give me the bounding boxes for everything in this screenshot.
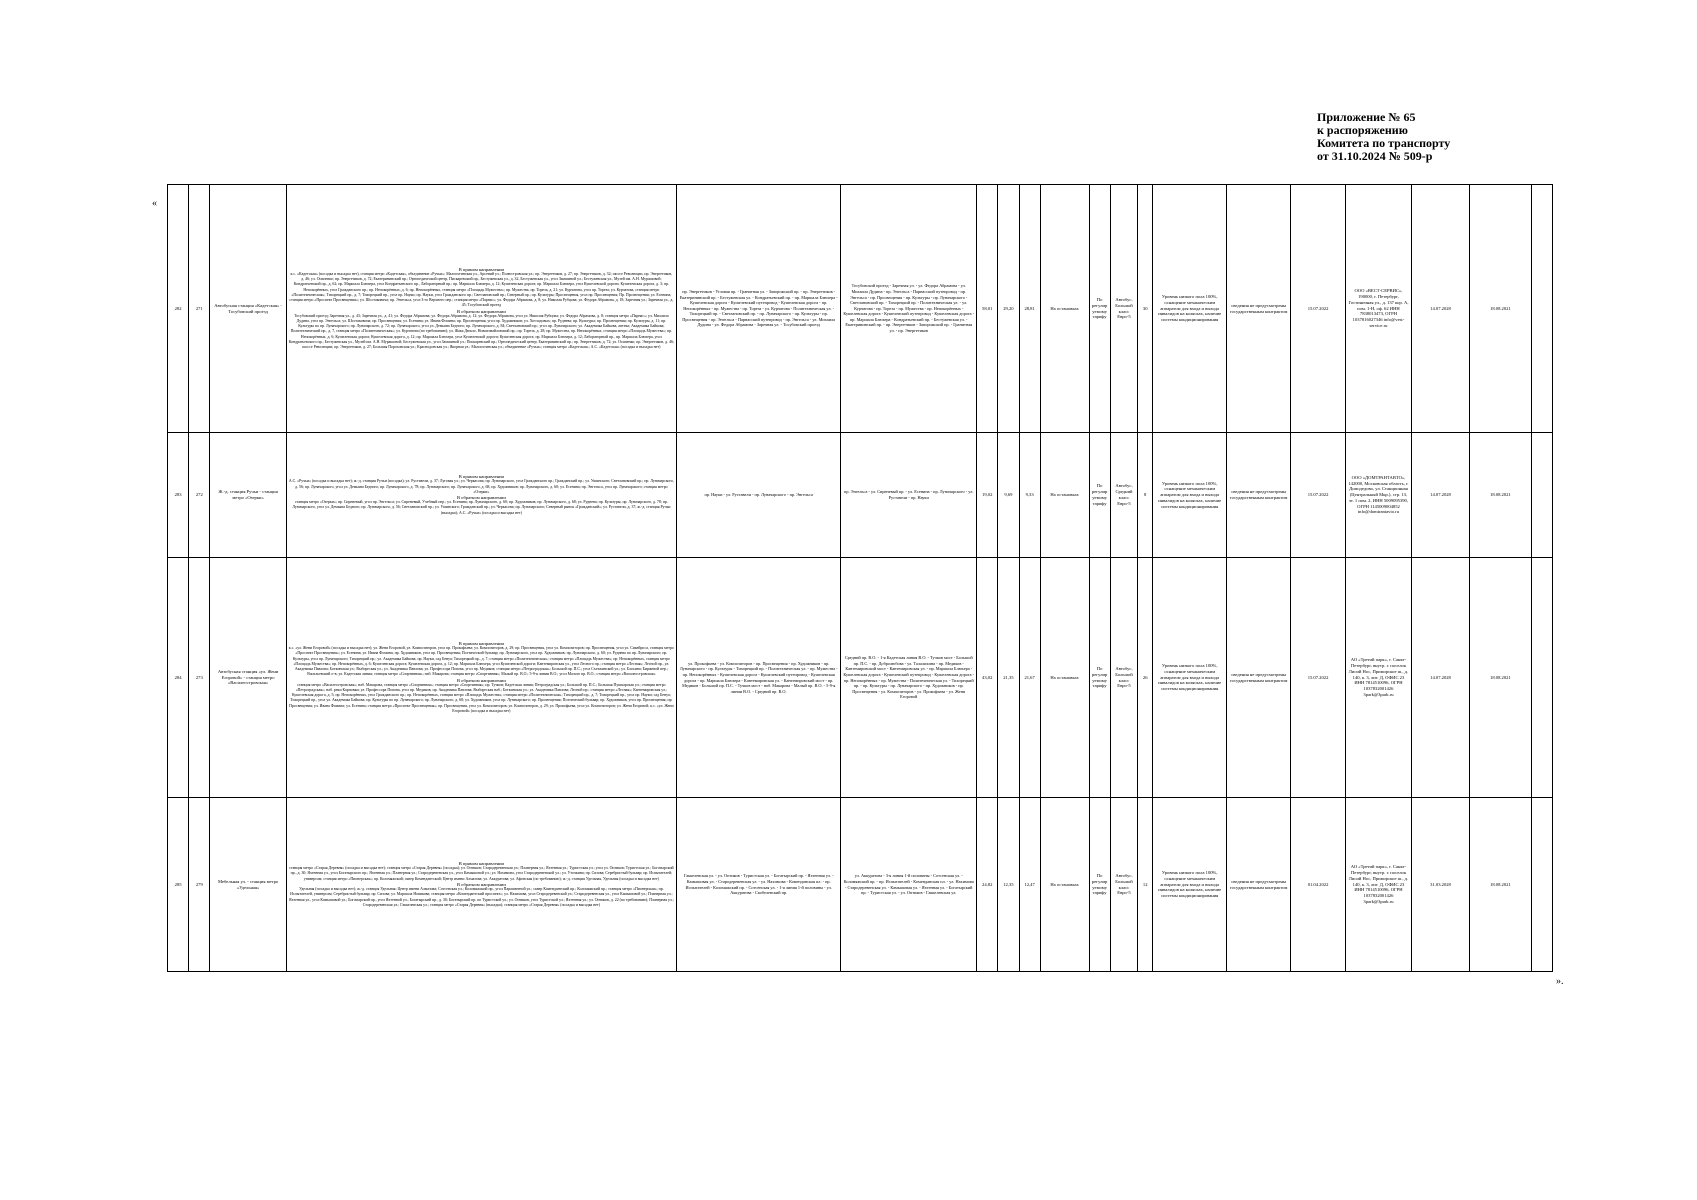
vehicle-class: Автобус, Большой класс Евро-5 <box>1110 558 1138 798</box>
carrier-info: АО «Третий парк», г. Санкт-Петербург, внутр. г. поселок Лисий Нос, Приморское ш., д. 140, к. 3, лит. Д, ОФИС 23 ИНН 7814510096, ОГРН 1037832001426 3park@3park.ru <box>1346 558 1412 798</box>
date-registry: 18.08.2021 <box>1470 433 1532 558</box>
appendix-date: от 31.10.2024 № 509-р <box>1317 149 1433 163</box>
route-name: Мебельная ул. - станция метро «Удельная» <box>210 798 286 972</box>
vehicle-class: Автобус, Средний класс Евро-5 <box>1110 433 1138 558</box>
date-start: 15.07.2022 <box>1290 185 1345 433</box>
vehicle-characteristics: Уровень низкого пола 100%, оснащение механическим аппаратом для входа и выхода инвалидов на колясках, наличие системы кондиционирования <box>1153 185 1227 433</box>
vehicle-characteristics: Уровень низкого пола 100%, оснащение механическим аппаратом для входа и выхода инвалидов на колясках, наличие системы кондиционирования <box>1153 558 1227 798</box>
appendix-committee: Комитета по транспорту <box>1317 136 1451 150</box>
stops-cell <box>286 185 676 433</box>
length-back: 28,81 <box>1019 185 1040 433</box>
table-row <box>168 558 1553 798</box>
forward-streets: ул. Прокофьева - ул. Композиторов - пр. Просвещения - пр. Художников - пр. Луначарского - пр. Культуры - Тихорецкий пр. - Политехническая ул. - пр. Мужества - пр. Непокорённых - Кушелевская дорога - Кушелевский путепровод - Кушелевская дорога - пр. Маршала Блюхера - Кантемировская ул. - Кантемировский мост - пр. Медиков - Большой пр. П.С. - Тучков мост - наб. Макарова - Малый пр. В.О. - 5-9-я линии В.О. - Средний пр. В.О. <box>677 558 841 798</box>
routes-registry-table <box>167 184 1553 972</box>
row-number: 284 <box>168 558 189 798</box>
date-end: 31.03.2028 <box>1411 798 1469 972</box>
tariff-type: По регулируемому тарифу <box>1089 798 1110 972</box>
length-total: 19,02 <box>977 433 998 558</box>
vehicle-characteristics: Уровень низкого пола 100%, оснащение механическим аппаратом для входа и выхода инвалидов на колясках, наличие системы кондиционирования <box>1153 433 1227 558</box>
forward-heading: В прямом направлении <box>458 266 505 272</box>
date-end: 14.07.2028 <box>1411 558 1469 798</box>
tariff-type: По регулируемому тарифу <box>1089 558 1110 798</box>
route-number: 271 <box>189 185 210 433</box>
back-streets: ул. Аккуратова - 3-я линия 1-й половины - Сотсенская ул. - Коломяжский пр. - пр. Испытателей - Коменданская пл. - ул. Нахимова - Стародеревенская ул. - Камышовая ул. - Яхтенная ул. - Богатырский пр. - Туристская ул. - ул. Оптиков - Гаккелевская ул. <box>841 798 977 972</box>
route-number: 279 <box>189 798 210 972</box>
length-back: 12,47 <box>1019 798 1040 972</box>
row-number: 285 <box>168 798 189 972</box>
back-stops: станция метро «Озерки»; пр. Сиреневый, угол пр. Энгельса; ул. Сиреневый, Учебный пер.; ул. Есенина; пр. Луначарского, д. 60; пр. Художников; пр. Луначарского, д. 68; ул. Руднева; пр. Культуры; пр. Луначарского, д. 78; пр. Луначарского, угол ул. Демьяна Бедного; пр. Луначарского, д. 56; Светлановский пр.; ул. Ушинского; Гражданский пр.; ул. Черкасова; пр. Луначарского; Северный рынок «Гражданский»; ул. Руставели, д. 37; ж.-д. станция Ручьи (высадка); А.С. «Ручьи» (посадка и высадка нет) <box>292 500 671 515</box>
stops-order: На остановках <box>1040 558 1089 798</box>
contract-info: сведения не предусмотрены государственным контрактом <box>1227 558 1291 798</box>
stops-order: На остановках <box>1040 798 1089 972</box>
appendix-number: Приложение № 65 <box>1317 110 1416 124</box>
table-row <box>168 185 1553 433</box>
forward-stops: к.с. «ул. Жени Егоровой» (посадка и высадка нет); ул. Жени Егоровой, ул. Композиторов, угол пр. Прокофьева; ул. Композиторов, д. 29; пр. Просвещения, угол ул. Композиторов; пр. Просвещения, угол ул. Сикейроса, станция метро «Проспект Просвещения»; ул. Есенина; ул. Ивана Фомина; пр. Художников, угол пр. Просвещения; Поэтический бульвар; пр. Луначарского, угол пр. Художников; пр. Луначарского, д. 60; ул. Руднева по пр. Луначарского; пр. Культуры, угол пр. Луначарского; Тихорецкий пр.; ул. Академика Байкова; пр. Науки, сад Бенуа; Тихорецкий пр., д. 7; станция метро «Политехническая»; станция метро «Площадь Мужества»; пр. Непокорённых, станция метро «Площадь Мужества»; пр. Непокорённых, д. 6; Кушелевская дорога; Кушелевская дорога, д. 12; пр. Маршала Блюхера, угол Кушелевской дороги; Кантемировская ул., угол Лесного пр.; станция метро «Лесная»; Лесной пр., ул. Академика Павлова; Боткинская ул.; Выборгская ул.; ул. Академика Павлова; ул. Профессора Попова, угол пр. Медиков; станция метро «Петроградская»; Большой пр. П.С.; угол Съезжинской ул.; ул. Блохина; Биржевой пер.; Васильевский о-в; ул. Кадетская линия; станция метро «Спортивная»; наб. Макарова; станция метро «Спортивная»; Малый пр. В.О.; 5-9-я линии В.О.; угол Малого пр. В.О.; станция метро «Василеостровская» <box>288 646 674 677</box>
contract-info: сведения не предусмотрены государственным контрактом <box>1227 798 1291 972</box>
vehicle-class: Автобус, Большой класс Евро-5 <box>1110 185 1138 433</box>
contract-info: сведения не предусмотрены государственным контрактом <box>1227 433 1291 558</box>
contract-info: сведения не предусмотрены государственным контрактом <box>1227 185 1291 433</box>
forward-heading: В прямом направлении <box>458 474 505 480</box>
document-header <box>1317 111 1450 163</box>
row-number: 282 <box>168 185 189 433</box>
empty-cell <box>1531 433 1552 558</box>
length-forward: 21,35 <box>998 558 1019 798</box>
carrier-info: АО «Третий парк», г. Санкт-Петербург, внутр. г. поселок Лисий Нос, Приморское ш., д. 140, к. 3, лит. Д, ОФИС 23 ИНН 7814510096, ОГРН 1037832001426 3park@3park.ru <box>1346 798 1412 972</box>
length-back: 9,33 <box>1019 433 1040 558</box>
back-heading: В обратном направлении <box>456 881 506 887</box>
appendix-order-ref: к распоряжению <box>1317 123 1408 137</box>
route-name: Автобусная станция «Кадетская» - Тосубовский проезд <box>210 185 286 433</box>
back-stops: станция метро «Василеостровская»; наб. Макарова, станция метро «Спортивная»; станция метро «Спортивная»; пр. Тучков; Кадетская линия; Петроградская ул.; Большой пр. П.С.; Большая Пушкарская ул.; станция метро «Петроградская»; наб. реки Карповки; ул. Профессора Попова, угол пр. Медиков; пр. Академика Павлова; Выборгская наб.; Боткинская ул.; ул. Академика Павлова; Лесной пр.; станция метро «Лесная»; Кантемировская ул.; Кушелевская дорога, д. 5; пр. Непокорённых, угол Гражданского пр.; пр. Непокорённых, станция метро «Площадь Мужества»; станция метро «Политехническая»; Тихорецкий пр., д. 7; Тихорецкий пр., угол пр. Науки; сад Бенуа; Тихорецкий пр., угол ул. Академика Байкова; пр. Культуры по пр. Луначарского; пр. Луначарского, д. 68; ул. Художников, угол пр. Луначарского; пр. Просвещения; Поэтический бульвар; пр. Художников, угол пр. Просвещения; пр. Просвещения; ул. Ивана Фомина; ул. Есенина; станция метро «Проспект Просвещения»; пр. Просвещения, угол ул. Композиторов; ул. Композиторов, д. 29; ул. Прокофьева, угол ул. Композиторов; ул. Жени Егоровой; к.с. «ул. Жени Егоровой» (посадка и высадка нет) <box>289 682 674 713</box>
date-registry: 18.08.2021 <box>1470 185 1532 433</box>
back-heading: В обратном направлении <box>456 677 506 683</box>
opening-quote: « <box>152 198 157 209</box>
date-registry: 18.08.2021 <box>1470 558 1532 798</box>
date-start: 15.07.2022 <box>1290 558 1345 798</box>
empty-cell <box>1531 558 1552 798</box>
back-streets: Средний пр. В.О. - 1-я Кадетская линия В.О. - Тучков мост - Большой пр. П.С. - пр. Добролюбова - ул. Талалихина - пр. Медиков - Кантемировский мост - Кантемировская ул. - пр. Маршала Блюхера - Кушелевская дорога - Кушелевский путепровод - Кушелевская дорога - пр. Непокорённых - пр. Мужества - Политехническая ул. - Тихорецкий пр. - пр. Культуры - пр. Луначарского - пр. Художников - пр. Просвещения - ул. Композиторов - ул. Прокофьева - ул. Жени Егоровой <box>841 558 977 798</box>
length-back: 21,67 <box>1019 558 1040 798</box>
route-name: Ж.-д. станция Ручьи - станция метро «Озерки» <box>210 433 286 558</box>
stops-cell <box>286 798 676 972</box>
vehicle-qty: 30 <box>1138 185 1153 433</box>
back-stops: Удельная (посадка и высадка нет); ж.-д. станция Удельная; Центр имени Алмазова; Сотсенская ул.; Коломяжский пр., угол Парашютной ул.; сквер Комендантский пр.; Коломяжский пр.; станция метро «Пионерская»; пр. Испытателей, универсам; Серебристый бульвар; пр. Сизова; ул. Маршала Новикова; станция метро «Комендантский проспект»; ул. Нахимова, угол Стародеревенской ул.; Стародеревенская ул., угол Камышовой ул.; Планерная ул.; Яхтенная ул., угол Камышовой ул.; Богатырский пр., угол Яхтенной ул.; Богатырский пр., д. 30; Богатырский пр. по Туристской ул.; ул. Оптиков, угол Туристской ул.; Яхтенная ул.; ул. Оптиков, д. 22 (по требованию); Планерная ул.; Стародеревенская ул.; Гаккелевская ул.; станция метро «Старая Деревня» (высадка); станция метро «Старая Деревня» (посадка и высадка нет) <box>288 887 674 907</box>
empty-cell <box>1531 185 1552 433</box>
tariff-type: По регулируемому тарифу <box>1089 433 1110 558</box>
empty-cell <box>1531 798 1552 972</box>
date-start: 01.04.2022 <box>1290 798 1345 972</box>
back-heading: В обратном направлении <box>456 308 506 314</box>
row-number: 283 <box>168 433 189 558</box>
carrier-info: ООО «ВЕСТ-СЕРВИС», 190000, г. Петербург, Гостиничная ул., д. 137 кор. А, пом. 1-Н, оф. 62 ИНН 7838013473, ОГРН 1037816027346 info@vest-service.ru <box>1346 185 1412 433</box>
table-row <box>168 433 1553 558</box>
vehicle-qty: 26 <box>1138 558 1153 798</box>
vehicle-characteristics: Уровень низкого пола 100%, оснащение механическим аппаратом для входа и выхода инвалидов на колясках, наличие системы кондиционирования <box>1153 798 1227 972</box>
date-end: 14.07.2028 <box>1411 433 1469 558</box>
length-total: 43,02 <box>977 558 998 798</box>
date-start: 15.07.2022 <box>1290 433 1345 558</box>
stops-order: На остановках <box>1040 433 1089 558</box>
length-forward: 9,69 <box>998 433 1019 558</box>
date-registry: 18.08.2021 <box>1470 798 1532 972</box>
table-row <box>168 798 1553 972</box>
forward-heading: В прямом направлении <box>458 861 505 867</box>
vehicle-qty: 8 <box>1138 433 1153 558</box>
route-number: 273 <box>189 558 210 798</box>
vehicle-qty: 12 <box>1138 798 1153 972</box>
carrier-info: ООО «ДОМТРАНТАВТО», 142000, Московская область, г. Домодедово, ул. Станционная (Центральный Мкр.), стр. 13, эт. 1 пом. 2, ИНН 5009095390, ОГРН 1145009004852 info@domtrantavto.ru <box>1346 433 1412 558</box>
stops-order: На остановках <box>1040 185 1089 433</box>
forward-stops: А.С. «Ручьи» (посадка и высадка нет); ж.-д. станция Ручьи (посадка); ул. Руставели, д. 37; Луговая ул.; ул. Черкасова; пр. Луначарского, угол Гражданского пр.; Гражданский пр.; ул. Ушинского; Светлановский пр.; пр. Луначарского, д. 56; пр. Луначарского, угол ул. Демьяна Бедного; пр. Луначарского, д. 78; пр. Луначарского; пр. Луначарского, д. 68; пр. Художников; пр. Луначарского, д. 60; ул. Есенина; пр. Энгельса, угол пр. Луначарского; станция метро «Озерки» <box>288 479 674 494</box>
stops-cell <box>286 558 676 798</box>
date-end: 14.07.2028 <box>1411 185 1469 433</box>
back-streets: пр. Энгельса - ул. Сиреневый пр. - ул. Есенина - пр. Луначарского - ул. Руставели - пр. Науки <box>841 433 977 558</box>
back-stops: Тосубовский проезд; Заречная ул., д. 43; Заречная ул., д. 41; ул. Федора Абрамова; ул. Федора Абрамова, д. 12; ул. Федора Абрамова, угол ул. Николая Рубцова; ул. Федора Абрамова, д. 8; станция метро «Парнас»; ул. Михаила Дудина, угол пр. Энгельса; ул. Шостаковича; пр. Просвещения; ул. Есенина; ул. Ивана Фомина; пр. Просвещения, угол пр. Художников; ул. Хотлодовых; пр. Руднева; пр. Культуры; пр. Просвещения; пр. Культуры, д. 11; пр. Культуры по пр. Луначарского; пр. Луначарского, д. 72; пр. Луначарского, угол ул. Демьяна Бедного; пр. Луначарского, д. 84; Светлановский пр.; угол пр. Луначарского; ул. Академика Байкова, аптека; Академика Байкова; Политехнический пр., д. 7, станция метро «Политехническая»; ул. Курчатова (по требованию); ул. Жака Дюкло, Новоизмайловский пр.; пр. Тореза, д. 28; пр. Мужества, пр. Непокорённых, станция метро «Площадь Мужества»; пр. Непокорённых, д. 6; Кушелевская дорога; Кушелевская дорога, д. 12; пр. Маршала Блюхера, угол Кушелевской дороги; Кушелевская дорога; пр. Маршала Блюхера, д. 12; Лабораторный пр., пр. Маршала Блюхера, угол Кондратьевского пр.; Бестужевская ул., Музей им. А.Н. Мурашовой; Бестужевская ул., угол Замшиной ул.; Пискаревский пр.; Ортопедический центр; Екатерининский пр.; пр. Энергетиков, д. 72; ул. Осипенко; пр. Энергетиков, д. 46; шоссе Революции; пр. Энергетиков, д. 27; Большая Пороховская ул.; Краснодонская ул.; Якорная ул.; Малоохтинская ул.; объединение «Ручьи»; станция метро «Кадетская»; А.С. «Кадетская» (посадка и высадка нет) <box>288 313 674 349</box>
forward-streets: Гаккелевская ул. - ул. Оптиков - Туристская ул. - Богатырский пр. - Яхтенная ул. - Камышовая ул. - Стародеревенская ул. - ул. Нахимова - Коменданская пл. - пр. Испытателей - Коломяжский пр. - Сотсенская ул. - 1-я линия 1-й половины - ул. Аккуратова - Скобелевский пр. <box>677 798 841 972</box>
length-forward: 29,20 <box>998 185 1019 433</box>
back-streets: Тосубовский проезд - Заречная ул. - ул. Федора Абрамова - ул. Михаила Дудина - пр. Энгельса - Парнасский путепровод - пр. Энгельса - пр. Просвещения - пр. Культуры - пр. Луначарского - Светлановский пр. - Тихорецкий пр. - Политехническая ул. - ул. Курчатова - пр. Тореза - пр. Мужества - пр. Непокорённых - Кушелевская дорога - Кушелевский путепровод - Кушелевская дорога - пр. Маршала Блюхера - Кондратьевский пр. - Бестужевская ул. - Екатерининский пр. - пр. Энергетиков - Запорожский пр. - Гранитная ул. - пр. Энергетиков <box>841 185 977 433</box>
length-total: 58,01 <box>977 185 998 433</box>
length-total: 24,82 <box>977 798 998 972</box>
stops-cell <box>286 433 676 558</box>
back-heading: В обратном направлении <box>456 495 506 500</box>
forward-heading: В прямом направлении <box>458 641 505 647</box>
vehicle-class: Автобус, Большой класс Евро-5 <box>1110 798 1138 972</box>
route-number: 272 <box>189 433 210 558</box>
closing-quote: ». <box>1556 976 1564 987</box>
forward-stops: станция метро «Старая Деревня» (посадка и высадка нет); станция метро «Старая Деревня» (посадка); ул. Оптиков; Стародеревенская ул.; Планерная ул.; Яхтенная ул.; Туристская ул.; угол ул. Оптиков; Туристская ул.; Богатырский пр., д. 30; Яхтенная ул., угол Богатырского пр.; Яхтенная ул.; Планерная ул.; Стародеревенская ул., угол Камышовой ул.; ул. Нахимова, угол Стародеревенской ул.; ул. Уточкина; пр. Сизова; Серебристый бульвар; пр. Испытателей; универсам; станция метро «Пионерская»; пр. Коломяжский; сквер Комендантский; Центр имени Алмазова; ул. Аккуратова; ул. Афонская (по требованию); ж.-д. станция Удельная, Удельная (посадка и высадка нет) <box>289 866 674 881</box>
route-name: Автобусная станция «ул. Жени Егоровой» - станция метро «Василеостровская» <box>210 558 286 798</box>
tariff-type: По регулируемому тарифу <box>1089 185 1110 433</box>
forward-streets: пр. Науки - ул. Руставели - пр. Луначарского - пр. Энгельса <box>677 433 841 558</box>
length-forward: 12,35 <box>998 798 1019 972</box>
forward-streets: пр. Энергетиков - Угловая пр. - Гранитная ул. - Запорожский пр. - пр. Энергетиков - Екатерининский пр. - Бестужевская ул. - Кондратьевский пр. - пр. Маршала Блюхера - Кушелевская дорога - Кушелевский путепровод - Кушелевская дорога - пр. Непокорённых - пр. Мужества - пр. Тореза - ул. Курчатова - Политехническая ул. - Тихорецкий пр. - Светлановский пр. - пр. Луначарского - пр. Культуры - пр. Просвещения - пр. Энгельса - Парнасский путепровод - пр. Энгельса - ул. Михаила Дудина - ул. Федора Абрамова - Заречная ул. - Тосубовский проезд <box>677 185 841 433</box>
forward-stops: к.с. «Кадетская» (посадка и высадка нет), станция метро «Кадетская», объединение «Ручьи»; Малоохтинская ул., Арсений ул.; Полюстровская ул.; пр. Энергетиков, д. 27; пр. Энергетиков, д. 32; шоссе Революции, пр. Энергетиков, д. 46; ул. Осипенко; пр. Энергетиков, д. 72; Екатерининский пр.; Ортопедический центр, Пискаревский пр., Бестужевская ул., д. 32, Бестужевская ул., угол Замшиной ул.; Бестужевская ул., Музей им. А.Н. Мурашовой; Кондратьевский пр., д. 62; пр. Маршала Блюхера, угол Кондратьевского пр., Лабораторный пр.; пр. Маршала Блюхера, д. 12; Кушелевская дорога; пр. Маршала Блюхера, угол Кушелевской дороги; Кушелевская дорога, д. 3; пр. Непокорённых, угол Гражданского пр.; пр. Непокорённых, д. 6; пр. Непокорённых, станция метро «Площадь Мужества»; пр. Мужества, пр. Тореза, д. 21; ул. Курчатова, угол пр. Тореза; ул. Курчатова, станция метро «Политехническая»; Тихорецкий пр., д. 7; Тихорецкий пр., угол пр. Науки; пр. Науки, угол Гражданского пр.; Светлановский пр.; Северный пр.; пр. Культуры; Просвещения, угол пр. Просвещения; Пр. Просвещения; ул. Есенина; станция метро «Проспект Просвещения»; ул. Шостаковича; пр. Энгельса, угол 3-го Верхнего пер.; станция метро «Парнас»; ул. Федора Абрамова, д. 8; ул. Николая Рубцова; ул. Федора Абрамова, д. 18; Заречная ул.; Заречная ул., д. 45; Тосубовский проезд <box>289 272 674 308</box>
